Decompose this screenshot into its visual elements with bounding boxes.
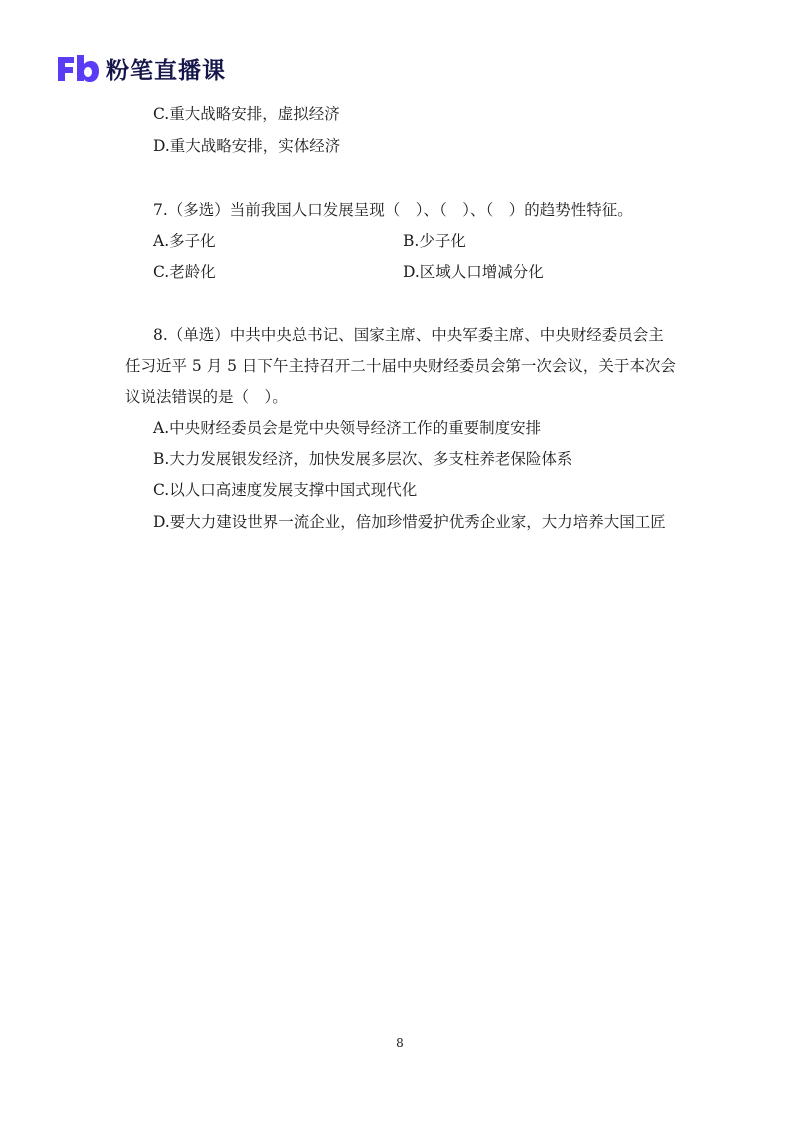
q8-stem-line3: 议说法错误的是（ ）。 [125, 388, 288, 406]
page-header [56, 50, 226, 86]
brand-name: 粉笔直播课 [106, 57, 226, 84]
q8-option-d: D.要大力建设世界一流企业，倍加珍惜爱护优秀企业家，大力培养大国工匠 [153, 513, 666, 531]
q7-option-c: C.老龄化 [153, 263, 216, 281]
q8-option-a: A.中央财经委员会是党中央领导经济工作的重要制度安排 [153, 419, 542, 437]
q7-stem: 7.（多选）当前我国人口发展呈现（ ）、（ ）、（ ）的趋势性特征。 [153, 201, 633, 219]
q8-stem-line2: 任习近平 5 月 5 日下午主持召开二十届中央财经委员会第一次会议，关于本次会 [125, 357, 676, 375]
q7-option-b: B.少子化 [403, 232, 466, 250]
q7-option-d: D.区域人口增减分化 [403, 263, 544, 281]
q8-option-b: B.大力发展银发经济，加快发展多层次、多支柱养老保险体系 [153, 450, 573, 468]
q8-stem-line1: 8.（单选）中共中央总书记、国家主席、中央军委主席、中央财经委员会主 [153, 326, 664, 344]
fb-logo-icon [56, 52, 100, 84]
q7-option-a: A.多子化 [153, 232, 216, 250]
prev-option-c: C.重大战略安排，虚拟经济 [153, 105, 340, 123]
prev-option-d: D.重大战略安排，实体经济 [153, 137, 341, 155]
q8-option-c: C.以人口高速度发展支撑中国式现代化 [153, 481, 418, 499]
page-number: 8 [396, 1036, 404, 1050]
